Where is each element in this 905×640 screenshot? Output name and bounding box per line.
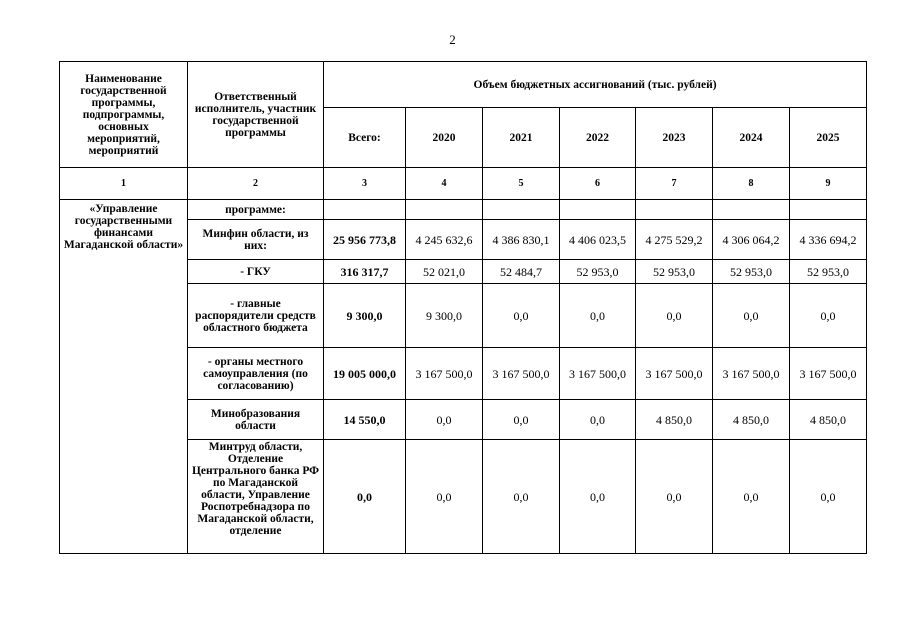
executor-cell: - органы местного самоуправления (по согласованию) <box>188 348 324 400</box>
column-number: 2 <box>188 168 324 200</box>
year-value-cell: 4 386 830,1 <box>483 220 560 260</box>
year-value-cell: 0,0 <box>636 284 713 348</box>
year-value-cell: 0,0 <box>713 440 790 554</box>
column-number: 8 <box>713 168 790 200</box>
year-value-cell: 0,0 <box>406 400 483 440</box>
year-value-cell: 4 245 632,6 <box>406 220 483 260</box>
column-number-row <box>60 168 867 200</box>
header-budget-group: Объем бюджетных ассигнований (тыс. рублей) <box>324 62 867 108</box>
executor-cell: Минфин области, из них: <box>188 220 324 260</box>
column-number: 1 <box>60 168 188 200</box>
year-value-cell: 4 275 529,2 <box>636 220 713 260</box>
year-value-cell: 52 953,0 <box>560 260 636 284</box>
year-value-cell: 0,0 <box>560 400 636 440</box>
column-number: 9 <box>790 168 867 200</box>
year-value-cell: 3 167 500,0 <box>560 348 636 400</box>
total-cell: 25 956 773,8 <box>324 220 406 260</box>
year-value-cell <box>636 200 713 220</box>
year-value-cell: 52 953,0 <box>636 260 713 284</box>
column-number: 5 <box>483 168 560 200</box>
year-value-cell: 4 336 694,2 <box>790 220 867 260</box>
page-number: 2 <box>449 32 456 47</box>
header-year: 2023 <box>636 108 713 168</box>
year-value-cell: 0,0 <box>406 440 483 554</box>
column-number: 3 <box>324 168 406 200</box>
header-row-1 <box>60 62 867 108</box>
year-value-cell <box>406 200 483 220</box>
year-value-cell: 4 850,0 <box>790 400 867 440</box>
year-value-cell: 0,0 <box>560 440 636 554</box>
year-value-cell <box>483 200 560 220</box>
year-value-cell <box>790 200 867 220</box>
year-value-cell: 52 484,7 <box>483 260 560 284</box>
year-value-cell: 4 850,0 <box>636 400 713 440</box>
column-number: 6 <box>560 168 636 200</box>
year-value-cell: 3 167 500,0 <box>713 348 790 400</box>
total-cell: 316 317,7 <box>324 260 406 284</box>
year-value-cell: 52 953,0 <box>790 260 867 284</box>
header-executor: Ответственный исполнитель, участник государственной программы <box>188 62 324 168</box>
budget-allocation-table <box>59 61 867 554</box>
total-cell: 14 550,0 <box>324 400 406 440</box>
header-year: 2022 <box>560 108 636 168</box>
year-value-cell: 0,0 <box>483 400 560 440</box>
year-value-cell: 0,0 <box>483 440 560 554</box>
year-value-cell: 52 953,0 <box>713 260 790 284</box>
header-year: 2025 <box>790 108 867 168</box>
column-number: 4 <box>406 168 483 200</box>
header-year: 2024 <box>713 108 790 168</box>
year-value-cell: 4 850,0 <box>713 400 790 440</box>
year-value-cell: 0,0 <box>790 440 867 554</box>
year-value-cell: 0,0 <box>790 284 867 348</box>
year-value-cell: 0,0 <box>483 284 560 348</box>
executor-cell: - главные распорядители средств областного бюджета <box>188 284 324 348</box>
total-cell: 9 300,0 <box>324 284 406 348</box>
year-value-cell: 3 167 500,0 <box>790 348 867 400</box>
column-number: 7 <box>636 168 713 200</box>
year-value-cell: 9 300,0 <box>406 284 483 348</box>
header-year: 2021 <box>483 108 560 168</box>
year-value-cell: 52 021,0 <box>406 260 483 284</box>
executor-cell: Минтруд области, Отделение Центрального банка РФ по Магаданской области, Управление Роспотребнадзора по Магаданской области, отделение <box>188 440 324 554</box>
year-value-cell <box>713 200 790 220</box>
year-value-cell: 3 167 500,0 <box>636 348 713 400</box>
year-value-cell: 3 167 500,0 <box>406 348 483 400</box>
year-value-cell: 0,0 <box>713 284 790 348</box>
executor-cell: - ГКУ <box>188 260 324 284</box>
year-value-cell <box>560 200 636 220</box>
year-value-cell: 0,0 <box>636 440 713 554</box>
header-program-name: Наименование государственной программы, подпрограммы, основных мероприятий, мероприятий <box>60 62 188 168</box>
year-value-cell: 4 406 023,5 <box>560 220 636 260</box>
executor-cell: Минобразования области <box>188 400 324 440</box>
total-cell: 19 005 000,0 <box>324 348 406 400</box>
header-total: Всего: <box>324 108 406 168</box>
year-value-cell: 3 167 500,0 <box>483 348 560 400</box>
year-value-cell: 4 306 064,2 <box>713 220 790 260</box>
program-name-cell: «Управление государственными финансами Магаданской области» <box>60 200 188 554</box>
table-row <box>60 200 867 220</box>
executor-cell: программе: <box>188 200 324 220</box>
header-year: 2020 <box>406 108 483 168</box>
total-cell <box>324 200 406 220</box>
year-value-cell: 0,0 <box>560 284 636 348</box>
total-cell: 0,0 <box>324 440 406 554</box>
